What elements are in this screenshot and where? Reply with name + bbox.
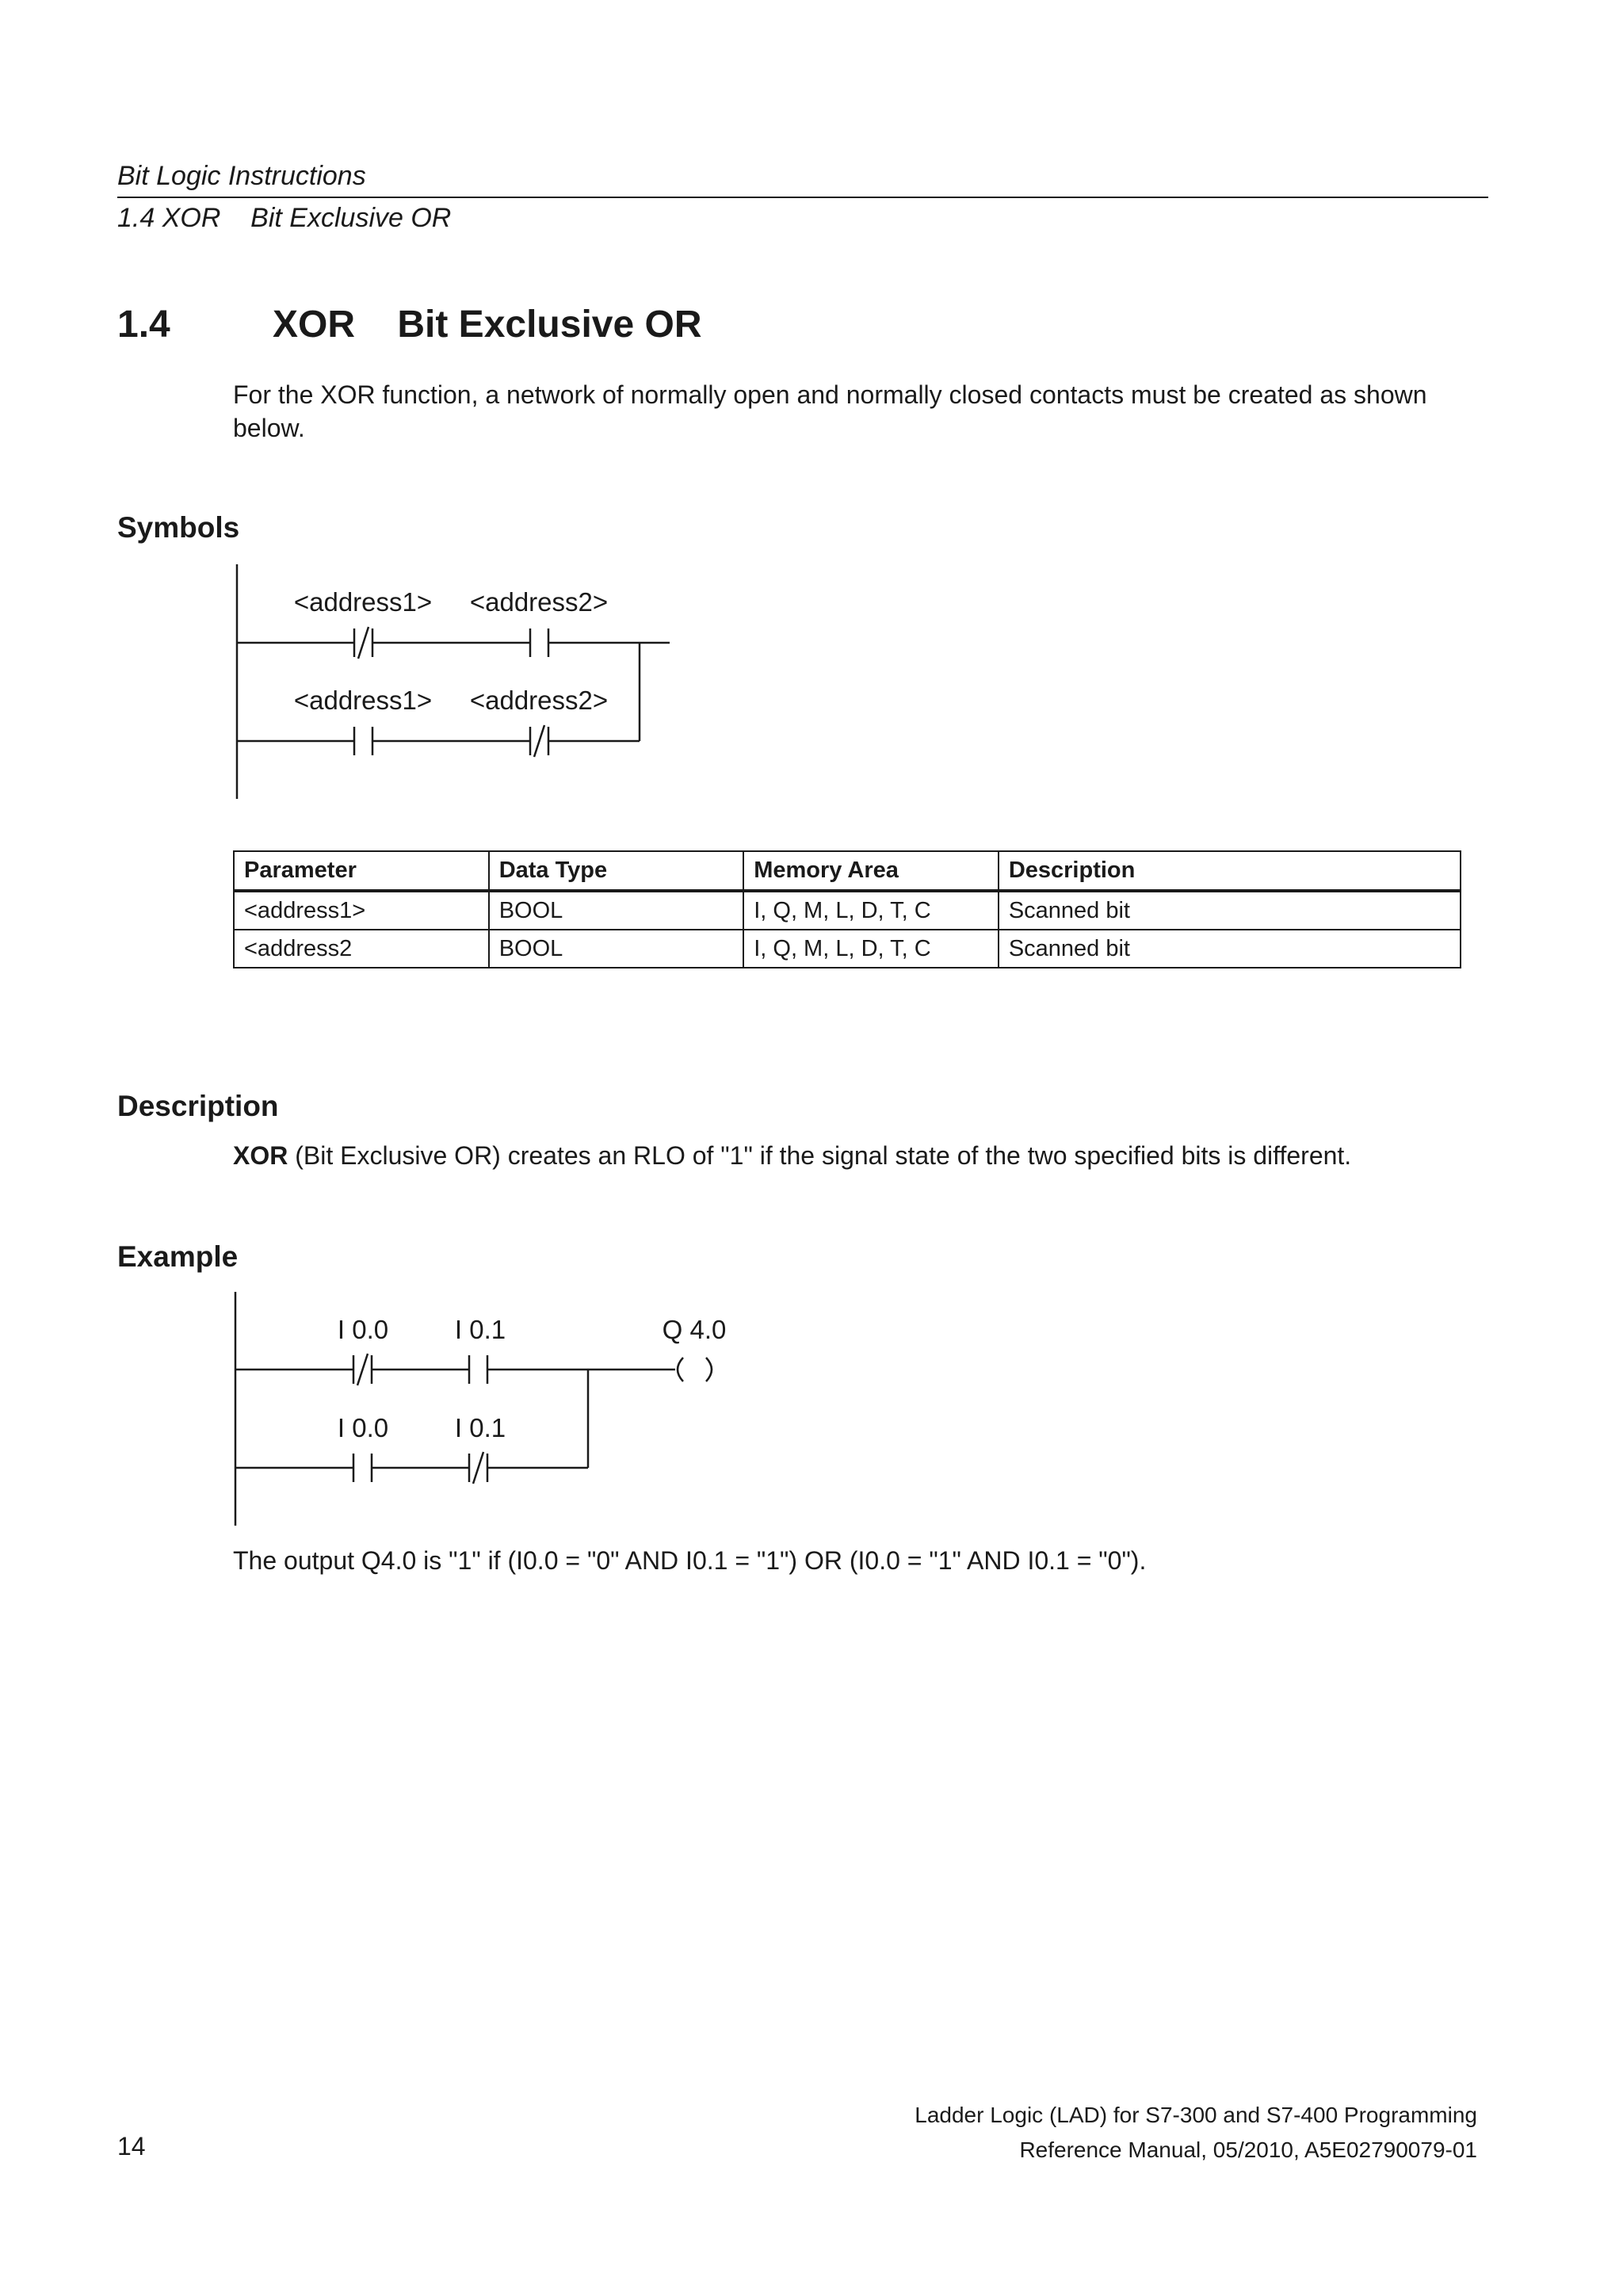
intro-paragraph: For the XOR function, a network of normally open and normally closed contacts must be created as shown below. xyxy=(233,380,1427,442)
table-cell: <address2 xyxy=(234,930,489,968)
footer-manual-reference: Reference Manual, 05/2010, A5E02790079-01 xyxy=(1019,2137,1477,2162)
normally-open-contact-icon xyxy=(469,1355,487,1384)
symbols-row2-address1-label: <address1> xyxy=(293,686,433,715)
normally-closed-contact-icon xyxy=(353,1354,372,1385)
normally-closed-contact-icon xyxy=(469,1452,487,1484)
example-coil-label: Q 4.0 xyxy=(662,1315,727,1344)
table-cell: I, Q, M, L, D, T, C xyxy=(743,891,999,930)
description-heading: Description xyxy=(117,1090,279,1122)
table-cell: <address1> xyxy=(234,891,489,930)
table-header-cell: Description xyxy=(999,851,1461,891)
example-row2-contact1-label: I 0.0 xyxy=(337,1413,389,1442)
table-header-cell: Parameter xyxy=(234,851,489,891)
table-header-cell: Memory Area xyxy=(743,851,999,891)
page-footer xyxy=(915,2098,1477,2168)
example-row2-contact2-label: I 0.1 xyxy=(454,1413,506,1442)
section-title-text: XOR Bit Exclusive OR xyxy=(273,304,702,346)
symbols-row1-address2-label: <address2> xyxy=(469,587,609,617)
normally-open-contact-icon xyxy=(353,1454,372,1482)
footer-manual-title: Ladder Logic (LAD) for S7-300 and S7-400 Programming xyxy=(915,2103,1477,2127)
running-header-chapter: Bit Logic Instructions xyxy=(117,161,366,191)
description-bold-term: XOR xyxy=(233,1141,288,1170)
example-caption: The output Q4.0 is "1" if (I0.0 = "0" AND I0.1 = "1") OR (I0.0 = "1" AND I0.1 = "0"). xyxy=(233,1546,1147,1575)
table-cell: I, Q, M, L, D, T, C xyxy=(743,930,999,968)
description-text: (Bit Exclusive OR) creates an RLO of "1" if the signal state of the two specified bits is different. xyxy=(288,1141,1352,1170)
output-coil-icon xyxy=(678,1358,712,1381)
section-number: 1.4 xyxy=(117,304,170,346)
table-cell: BOOL xyxy=(489,930,744,968)
page-number: 14 xyxy=(117,2132,146,2160)
running-header-section: 1.4 XOR Bit Exclusive OR xyxy=(117,203,452,233)
symbols-row1-address1-label: <address1> xyxy=(293,587,433,617)
example-row1-contact1-label: I 0.0 xyxy=(337,1315,389,1344)
example-row1-contact2-label: I 0.1 xyxy=(454,1315,506,1344)
example-heading: Example xyxy=(117,1240,239,1273)
table-header-cell: Data Type xyxy=(489,851,744,891)
table-cell: Scanned bit xyxy=(999,930,1461,968)
symbols-heading: Symbols xyxy=(117,511,240,544)
symbols-row2-address2-label: <address2> xyxy=(469,686,609,715)
table-cell: Scanned bit xyxy=(999,891,1461,930)
table-cell: BOOL xyxy=(489,891,744,930)
